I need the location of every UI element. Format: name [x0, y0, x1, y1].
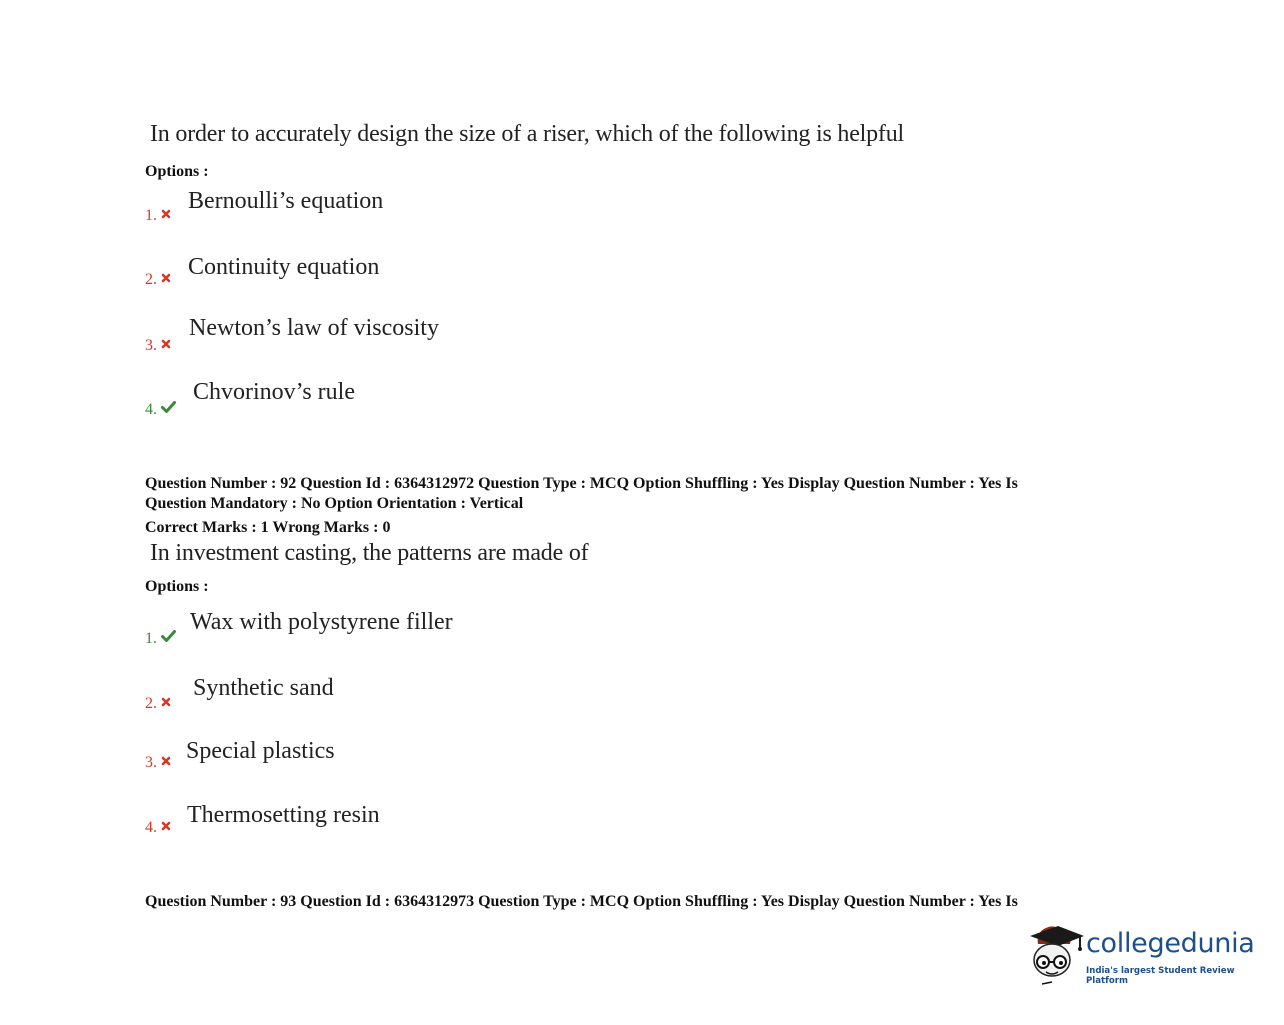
brand-name: collegedunia: [1086, 928, 1255, 959]
collegedunia-logo: [1024, 922, 1264, 992]
option-text: Chvorinov’s rule: [193, 379, 355, 405]
cross-icon: [161, 753, 171, 771]
options-label: Options :: [145, 163, 209, 180]
option-number: 2.: [145, 271, 157, 288]
mascot-icon: [1024, 922, 1086, 988]
option-item: [145, 400, 176, 419]
checkmark-icon: [161, 629, 176, 647]
option-text: Newton’s law of viscosity: [189, 315, 439, 341]
question-meta-line: Question Mandatory : No Option Orientation : Vertical: [145, 495, 524, 512]
option-text: Continuity equation: [188, 254, 380, 280]
option-number: 4.: [145, 401, 157, 418]
option-number: 1.: [145, 630, 157, 647]
cross-icon: [161, 336, 171, 354]
option-number: 4.: [145, 819, 157, 836]
cross-icon: [161, 206, 171, 224]
option-item: [145, 753, 171, 772]
option-text: Thermosetting resin: [187, 802, 380, 828]
option-number: 1.: [145, 207, 157, 224]
option-number: 2.: [145, 695, 157, 712]
option-number: 3.: [145, 337, 157, 354]
checkmark-icon: [161, 400, 176, 418]
cross-icon: [161, 694, 171, 712]
cross-icon: [161, 270, 171, 288]
option-text: Wax with polystyrene filler: [190, 609, 453, 635]
option-item: [145, 206, 171, 225]
option-text: Bernoulli’s equation: [188, 188, 384, 214]
option-item: [145, 818, 171, 837]
marks-line: Correct Marks : 1 Wrong Marks : 0: [145, 519, 391, 536]
options-label: Options :: [145, 578, 209, 595]
brand-tagline: India's largest Student Review Platform: [1086, 966, 1235, 986]
question-text: In investment casting, the patterns are made of: [150, 540, 589, 566]
option-text: Special plastics: [186, 738, 335, 764]
option-item: [145, 336, 171, 355]
option-item: [145, 629, 176, 648]
option-number: 3.: [145, 754, 157, 771]
option-text: Synthetic sand: [193, 675, 334, 701]
question-meta-line: Question Number : 92 Question Id : 6364312972 Question Type : MCQ Option Shuffling : Yes Display Question Number : Yes Is: [145, 475, 1018, 492]
option-item: [145, 270, 171, 289]
option-item: [145, 694, 171, 713]
question-meta-line: Question Number : 93 Question Id : 6364312973 Question Type : MCQ Option Shuffling : Yes Display Question Number : Yes Is: [145, 893, 1018, 910]
cross-icon: [161, 818, 171, 836]
question-text: In order to accurately design the size of a riser, which of the following is helpful: [150, 121, 904, 147]
